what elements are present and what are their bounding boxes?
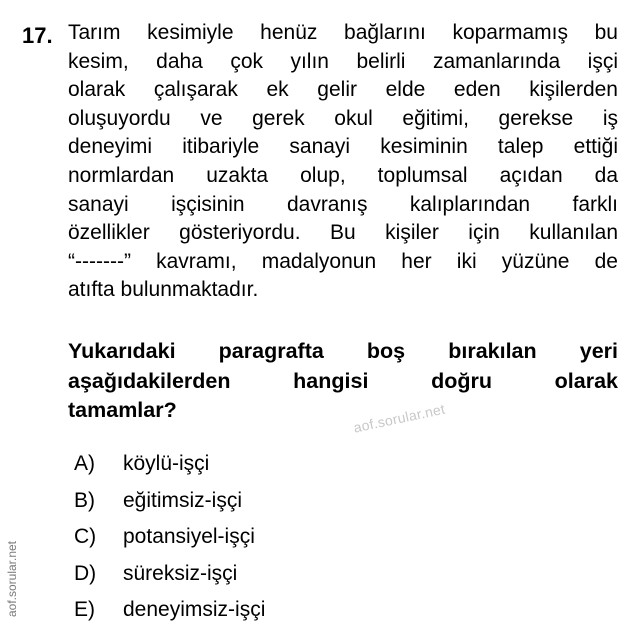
option-letter: C) — [74, 525, 97, 548]
option-b[interactable] — [74, 483, 265, 520]
option-a[interactable] — [74, 446, 265, 483]
question-prompt — [68, 337, 618, 426]
body-line: normlardan uzakta olup, toplumsal açıdan da — [68, 163, 618, 187]
prompt-line: aşağıdakilerden hangisi doğru olarak — [68, 368, 618, 393]
body-line: oluşuyordu ve gerek okul eğitimi, gerekse iş — [68, 106, 618, 130]
prompt-line: Yukarıdaki paragrafta boş bırakılan yeri — [68, 339, 618, 363]
watermark-vertical: aof.sorular.net — [5, 540, 19, 618]
body-line: deneyimi itibariyle sanayi kesiminin talep ettiği — [68, 135, 618, 159]
watermark-diagonal: aof.sorular.net — [352, 400, 447, 436]
body-line: sanayi işçisinin davranış kalıplarından farklı — [68, 192, 618, 216]
option-text: eğitimsiz-işçi — [123, 488, 243, 512]
option-e[interactable] — [74, 592, 265, 629]
answer-options — [74, 446, 265, 629]
body-line: atıfta bulunmaktadır. — [68, 278, 259, 302]
option-letter: D) — [74, 561, 97, 585]
option-d[interactable] — [74, 556, 265, 593]
option-text: köylü-işçi — [123, 452, 210, 475]
body-line: olarak çalışarak ek gelir elde eden kişilerden — [68, 78, 618, 102]
prompt-line: tamamlar? — [68, 398, 177, 422]
body-line: özellikler gösteriyordu. Bu kişiler için kullanılan — [68, 221, 618, 245]
option-text: süreksiz-işçi — [123, 561, 238, 585]
body-line: kesim, daha çok yılın belirli zamanlarında işçi — [68, 49, 618, 73]
option-c[interactable] — [74, 519, 265, 556]
option-letter: E) — [74, 598, 95, 621]
option-letter: A) — [74, 452, 95, 475]
question-body — [68, 19, 618, 305]
body-line: Tarım kesimiyle henüz bağlarını koparmamış bu — [68, 21, 618, 44]
body-line: “-------” kavramı, madalyonun her iki yüzüne de — [68, 249, 618, 273]
question-number: 17. — [22, 23, 53, 48]
option-letter: B) — [74, 488, 95, 512]
option-text: potansiyel-işçi — [123, 525, 255, 548]
option-text: deneyimsiz-işçi — [123, 598, 266, 621]
